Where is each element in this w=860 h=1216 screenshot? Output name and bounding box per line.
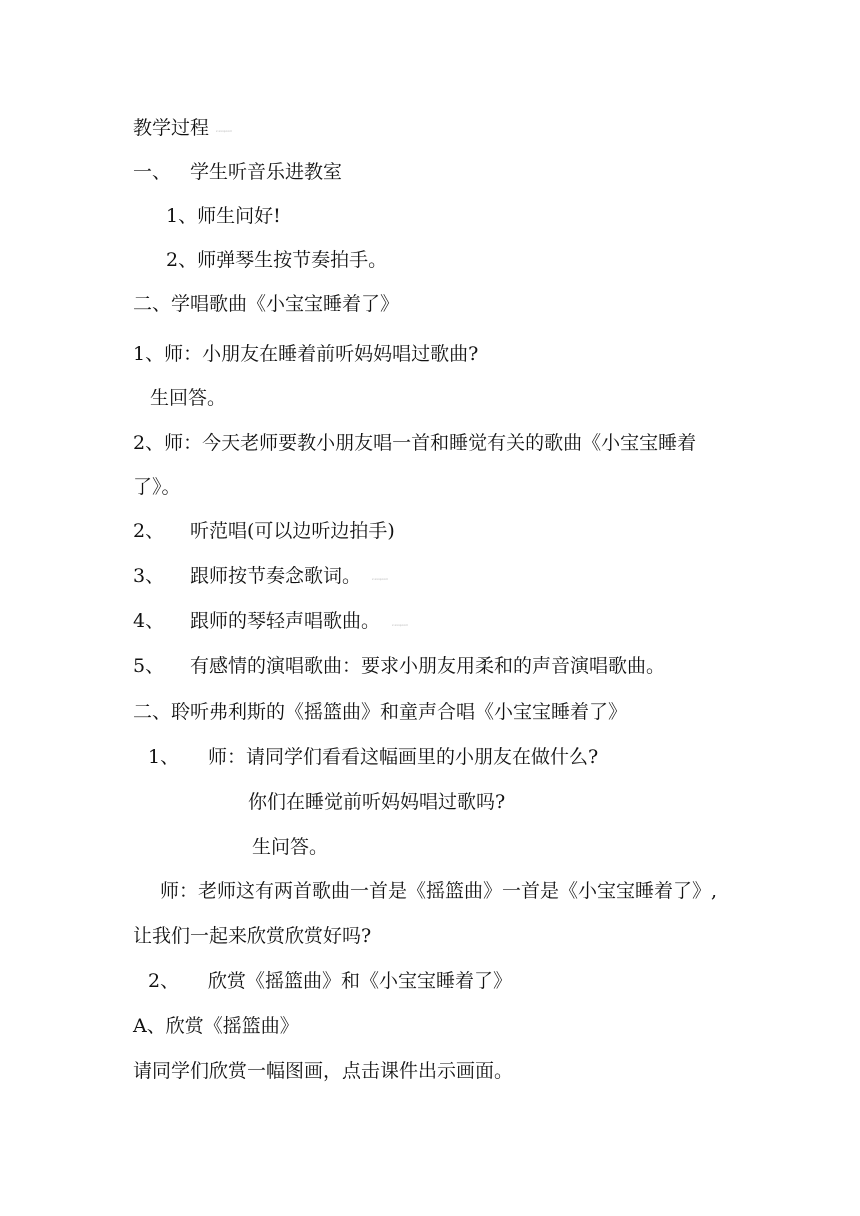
section-1 — [133, 160, 342, 184]
item-2-1-answer: 生回答。 — [150, 387, 227, 409]
section-text: 学生听音乐进教室 — [190, 161, 343, 183]
section-2-heading: 二、学唱歌曲《小宝宝睡着了》 — [133, 293, 400, 315]
item-3-1-teacher-cont: 让我们一起来欣赏欣赏好吗? — [133, 925, 372, 947]
item-number: 2、 — [148, 970, 180, 992]
watermark-text: z.xxxpcom — [216, 129, 233, 133]
item-text: 有感情的演唱歌曲：要求小朋友用柔和的声音演唱歌曲。 — [190, 655, 666, 677]
item-3-2 — [148, 969, 512, 993]
item-3-1-teacher: 师：老师这有两首歌曲一首是《摇篮曲》一首是《小宝宝睡着了》, — [160, 880, 718, 902]
item-3-1-answer: 生问答。 — [252, 836, 329, 858]
item-2-2-line1: 2、师：今天老师要教小朋友唱一首和睡觉有关的歌曲《小宝宝睡着 — [133, 432, 697, 454]
item-number: 2、 — [133, 520, 165, 542]
item-2-2-line2: 了》。 — [133, 476, 181, 498]
item-2-1: 1、师：小朋友在睡着前听妈妈唱过歌曲? — [133, 343, 479, 365]
item-number: 5、 — [133, 655, 165, 677]
item-text: 师：请同学们看看这幅画里的小朋友在做什么? — [208, 746, 599, 768]
item-text: 跟师的琴轻声唱歌曲。 — [190, 610, 381, 632]
item-2-6 — [133, 654, 665, 678]
subsection-a: A、欣赏《摇篮曲》 — [133, 1015, 299, 1037]
item-text: 听范唱(可以边听边拍手) — [190, 520, 395, 542]
item-2-5 — [133, 609, 380, 633]
watermark-text: z.xxxpcom — [392, 623, 409, 627]
item-1-2: 2、师弹琴生按节奏拍手。 — [166, 249, 388, 271]
item-2-4 — [133, 564, 361, 588]
item-3-1 — [148, 745, 598, 769]
item-number: 3、 — [133, 565, 165, 587]
item-number: 1、 — [148, 746, 180, 768]
section-number: 一、 — [133, 161, 172, 183]
item-3-1-question: 你们在睡觉前听妈妈唱过歌吗? — [248, 791, 506, 813]
section-3-heading: 二、聆听弗利斯的《摇篮曲》和童声合唱《小宝宝睡着了》 — [133, 701, 628, 723]
item-text: 跟师按节奏念歌词。 — [190, 565, 362, 587]
item-text: 欣赏《摇篮曲》和《小宝宝睡着了》 — [208, 970, 513, 992]
subsection-a-text: 请同学们欣赏一幅图画，点击课件出示画面。 — [133, 1060, 514, 1082]
item-2-3 — [133, 519, 395, 543]
item-1-1: 1、师生问好! — [166, 205, 281, 227]
page-title: 教学过程 — [133, 117, 210, 139]
watermark-text: z.xxxpcom — [372, 577, 389, 581]
item-number: 4、 — [133, 610, 165, 632]
